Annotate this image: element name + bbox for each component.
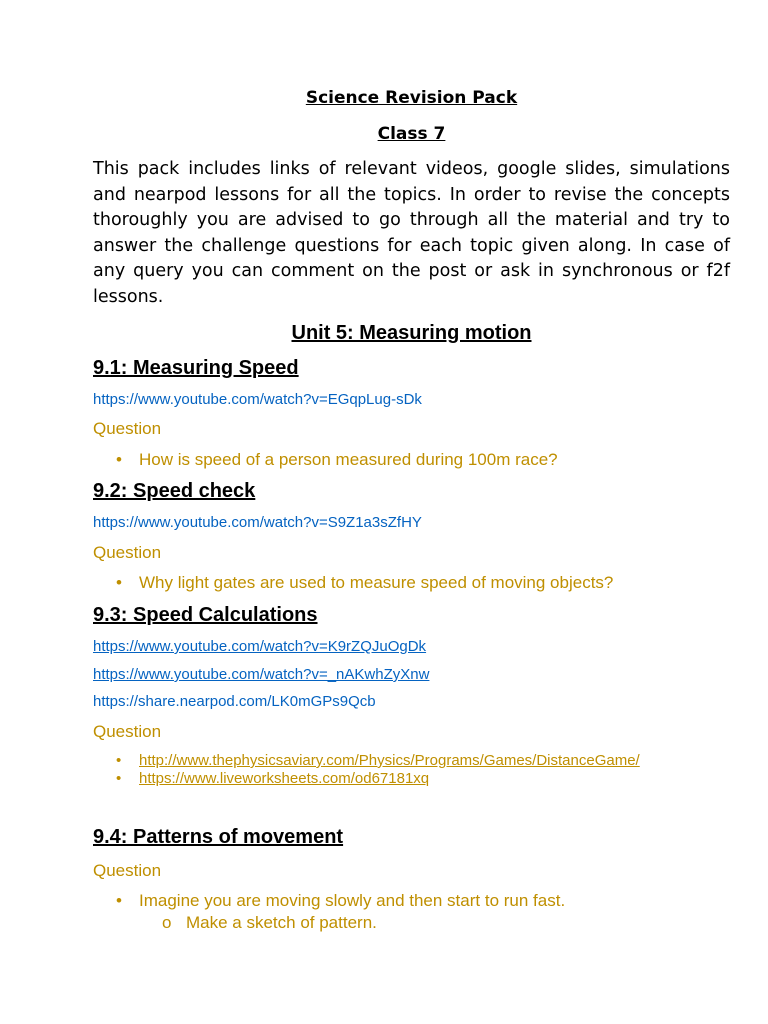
sub-bullet-marker: o [162, 913, 172, 932]
sub-question-text-9-4: Make a sketch of pattern. [186, 913, 377, 932]
unit-heading: Unit 5: Measuring motion [291, 322, 532, 344]
game-link-9-3[interactable]: http://www.thephysicsaviary.com/Physics/Programs/Games/DistanceGame/ [139, 752, 640, 769]
bullet-icon: • [116, 752, 122, 769]
section-heading-9-3: 9.3: Speed Calculations [93, 604, 318, 626]
video-link-9-3-a[interactable]: https://www.youtube.com/watch?v=K9rZQJuOgDk [93, 638, 427, 655]
document-title: Science Revision Pack [305, 88, 518, 108]
bullet-icon: • [116, 450, 122, 469]
question-label-9-1: Question [93, 419, 162, 438]
bullet-icon: • [116, 770, 122, 787]
video-link-9-3-b[interactable]: https://www.youtube.com/watch?v=_nAKwhZyXnw [93, 666, 430, 683]
question-label-9-4: Question [93, 861, 162, 880]
video-link-9-1[interactable]: https://www.youtube.com/watch?v=EGqpLug-sDk [93, 391, 422, 408]
question-text-9-1: How is speed of a person measured during 100m race? [139, 450, 558, 469]
class-label: Class 7 [377, 124, 446, 144]
question-text-9-4: Imagine you are moving slowly and then start to run fast. [139, 891, 566, 910]
section-heading-9-1: 9.1: Measuring Speed [93, 357, 299, 379]
section-heading-9-4: 9.4: Patterns of movement [93, 826, 344, 848]
question-label-9-3: Question [93, 722, 162, 741]
worksheet-link-9-3[interactable]: https://www.liveworksheets.com/od67181xq [139, 770, 430, 787]
nearpod-link-9-3[interactable]: https://share.nearpod.com/LK0mGPs9Qcb [93, 693, 376, 710]
question-text-9-2: Why light gates are used to measure speed of moving objects? [139, 573, 614, 592]
bullet-icon: • [116, 891, 122, 910]
question-label-9-2: Question [93, 543, 162, 562]
intro-paragraph: This pack includes links of relevant videos, google slides, simulations and nearpod lessons for all the topics. In order to revise the concepts thoroughly you are advised to go through all the material and try to answer the challenge questions for each topic given along. In case of any query you can comment on the post or ask in synchronous or f2f lessons. [93, 159, 730, 307]
video-link-9-2[interactable]: https://www.youtube.com/watch?v=S9Z1a3sZfHY [93, 514, 422, 531]
section-heading-9-2: 9.2: Speed check [93, 480, 256, 502]
bullet-icon: • [116, 573, 122, 592]
